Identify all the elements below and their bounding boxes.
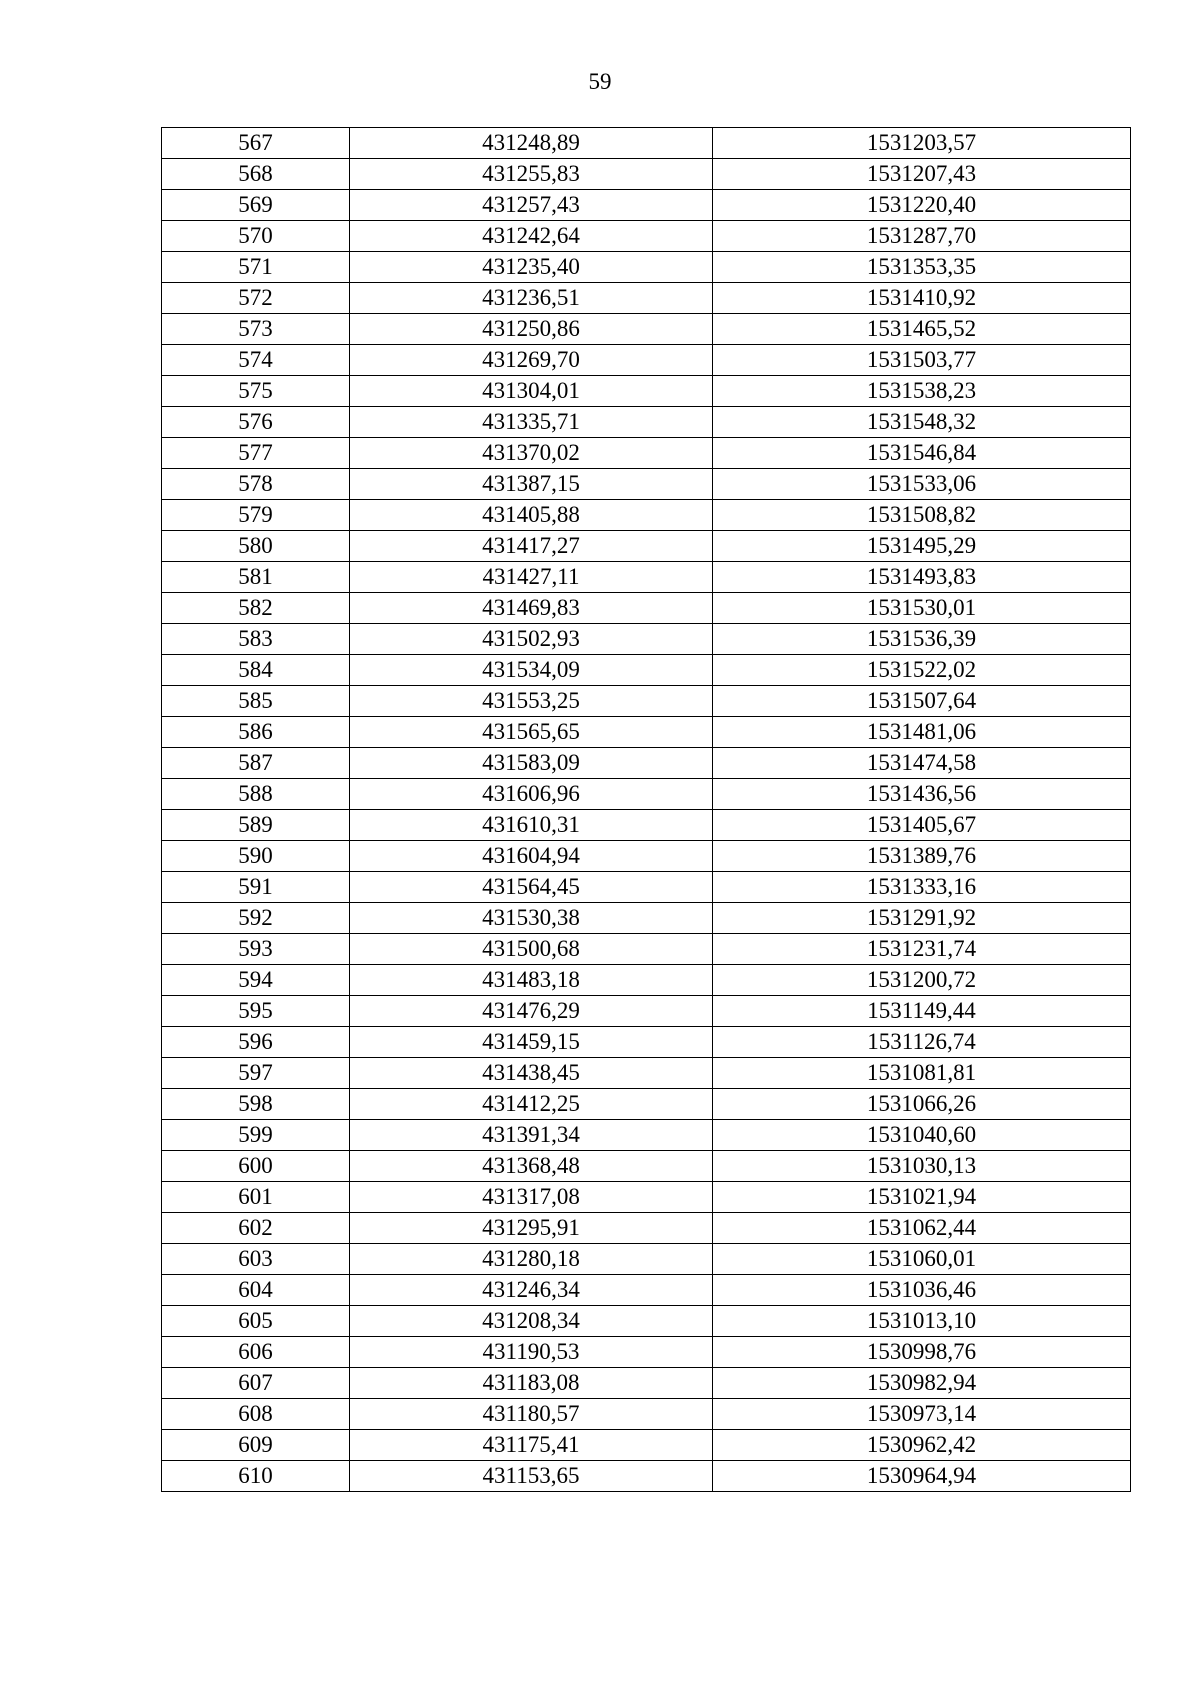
- point-number-cell: 573: [162, 314, 350, 345]
- point-number-cell: 574: [162, 345, 350, 376]
- y-coordinate-cell: 1531508,82: [713, 500, 1131, 531]
- x-coordinate-cell: 431530,38: [350, 903, 713, 934]
- x-coordinate-cell: 431483,18: [350, 965, 713, 996]
- y-coordinate-cell: 1531533,06: [713, 469, 1131, 500]
- point-number-cell: 601: [162, 1182, 350, 1213]
- table-row: [162, 717, 1131, 748]
- x-coordinate-cell: 431242,64: [350, 221, 713, 252]
- point-number-cell: 567: [162, 128, 350, 159]
- point-number-cell: 570: [162, 221, 350, 252]
- y-coordinate-cell: 1531036,46: [713, 1275, 1131, 1306]
- x-coordinate-cell: 431208,34: [350, 1306, 713, 1337]
- point-number-cell: 608: [162, 1399, 350, 1430]
- y-coordinate-cell: 1531410,92: [713, 283, 1131, 314]
- x-coordinate-cell: 431502,93: [350, 624, 713, 655]
- y-coordinate-cell: 1531013,10: [713, 1306, 1131, 1337]
- x-coordinate-cell: 431317,08: [350, 1182, 713, 1213]
- x-coordinate-cell: 431235,40: [350, 252, 713, 283]
- x-coordinate-cell: 431304,01: [350, 376, 713, 407]
- point-number-cell: 581: [162, 562, 350, 593]
- x-coordinate-cell: 431610,31: [350, 810, 713, 841]
- x-coordinate-cell: 431250,86: [350, 314, 713, 345]
- x-coordinate-cell: 431604,94: [350, 841, 713, 872]
- table-row: [162, 1399, 1131, 1430]
- x-coordinate-cell: 431335,71: [350, 407, 713, 438]
- table-row: [162, 1089, 1131, 1120]
- x-coordinate-cell: 431175,41: [350, 1430, 713, 1461]
- table-row: [162, 252, 1131, 283]
- y-coordinate-cell: 1531353,35: [713, 252, 1131, 283]
- x-coordinate-cell: 431405,88: [350, 500, 713, 531]
- x-coordinate-cell: 431583,09: [350, 748, 713, 779]
- table-row: [162, 686, 1131, 717]
- table-row: [162, 1244, 1131, 1275]
- x-coordinate-cell: 431368,48: [350, 1151, 713, 1182]
- point-number-cell: 588: [162, 779, 350, 810]
- table-row: [162, 779, 1131, 810]
- table-row: [162, 500, 1131, 531]
- point-number-cell: 602: [162, 1213, 350, 1244]
- point-number-cell: 605: [162, 1306, 350, 1337]
- x-coordinate-cell: 431183,08: [350, 1368, 713, 1399]
- point-number-cell: 571: [162, 252, 350, 283]
- x-coordinate-cell: 431280,18: [350, 1244, 713, 1275]
- y-coordinate-cell: 1531126,74: [713, 1027, 1131, 1058]
- y-coordinate-cell: 1531231,74: [713, 934, 1131, 965]
- y-coordinate-cell: 1531536,39: [713, 624, 1131, 655]
- point-number-cell: 579: [162, 500, 350, 531]
- x-coordinate-cell: 431417,27: [350, 531, 713, 562]
- point-number-cell: 592: [162, 903, 350, 934]
- point-number-cell: 595: [162, 996, 350, 1027]
- table-row: [162, 1182, 1131, 1213]
- x-coordinate-cell: 431438,45: [350, 1058, 713, 1089]
- y-coordinate-cell: 1531200,72: [713, 965, 1131, 996]
- y-coordinate-cell: 1531066,26: [713, 1089, 1131, 1120]
- x-coordinate-cell: 431190,53: [350, 1337, 713, 1368]
- y-coordinate-cell: 1530982,94: [713, 1368, 1131, 1399]
- x-coordinate-cell: 431476,29: [350, 996, 713, 1027]
- table-row: [162, 1213, 1131, 1244]
- point-number-cell: 587: [162, 748, 350, 779]
- point-number-cell: 590: [162, 841, 350, 872]
- table-row: [162, 562, 1131, 593]
- table-row: [162, 438, 1131, 469]
- table-row: [162, 996, 1131, 1027]
- x-coordinate-cell: 431564,45: [350, 872, 713, 903]
- table-row: [162, 128, 1131, 159]
- x-coordinate-cell: 431459,15: [350, 1027, 713, 1058]
- point-number-cell: 609: [162, 1430, 350, 1461]
- point-number-cell: 585: [162, 686, 350, 717]
- table-row: [162, 810, 1131, 841]
- table-row: [162, 376, 1131, 407]
- y-coordinate-cell: 1531062,44: [713, 1213, 1131, 1244]
- table-row: [162, 221, 1131, 252]
- x-coordinate-cell: 431248,89: [350, 128, 713, 159]
- x-coordinate-cell: 431257,43: [350, 190, 713, 221]
- table-row: [162, 593, 1131, 624]
- coordinates-table: [161, 127, 1131, 1492]
- y-coordinate-cell: 1531507,64: [713, 686, 1131, 717]
- table-row: [162, 159, 1131, 190]
- y-coordinate-cell: 1531040,60: [713, 1120, 1131, 1151]
- table-row: [162, 345, 1131, 376]
- table-row: [162, 1368, 1131, 1399]
- y-coordinate-cell: 1531291,92: [713, 903, 1131, 934]
- y-coordinate-cell: 1531503,77: [713, 345, 1131, 376]
- x-coordinate-cell: 431153,65: [350, 1461, 713, 1492]
- x-coordinate-cell: 431246,34: [350, 1275, 713, 1306]
- table-row: [162, 314, 1131, 345]
- x-coordinate-cell: 431236,51: [350, 283, 713, 314]
- table-row: [162, 1120, 1131, 1151]
- table-row: [162, 872, 1131, 903]
- y-coordinate-cell: 1531481,06: [713, 717, 1131, 748]
- y-coordinate-cell: 1531522,02: [713, 655, 1131, 686]
- y-coordinate-cell: 1531203,57: [713, 128, 1131, 159]
- table-row: [162, 1461, 1131, 1492]
- table-row: [162, 531, 1131, 562]
- y-coordinate-cell: 1531081,81: [713, 1058, 1131, 1089]
- point-number-cell: 604: [162, 1275, 350, 1306]
- x-coordinate-cell: 431500,68: [350, 934, 713, 965]
- point-number-cell: 596: [162, 1027, 350, 1058]
- point-number-cell: 580: [162, 531, 350, 562]
- table-row: [162, 655, 1131, 686]
- table-row: [162, 407, 1131, 438]
- table-row: [162, 1058, 1131, 1089]
- point-number-cell: 578: [162, 469, 350, 500]
- table-row: [162, 748, 1131, 779]
- x-coordinate-cell: 431387,15: [350, 469, 713, 500]
- x-coordinate-cell: 431255,83: [350, 159, 713, 190]
- point-number-cell: 583: [162, 624, 350, 655]
- point-number-cell: 593: [162, 934, 350, 965]
- y-coordinate-cell: 1531207,43: [713, 159, 1131, 190]
- table-row: [162, 1430, 1131, 1461]
- point-number-cell: 607: [162, 1368, 350, 1399]
- y-coordinate-cell: 1531548,32: [713, 407, 1131, 438]
- point-number-cell: 598: [162, 1089, 350, 1120]
- point-number-cell: 584: [162, 655, 350, 686]
- point-number-cell: 569: [162, 190, 350, 221]
- x-coordinate-cell: 431553,25: [350, 686, 713, 717]
- table-row: [162, 283, 1131, 314]
- x-coordinate-cell: 431427,11: [350, 562, 713, 593]
- table-row: [162, 1151, 1131, 1182]
- y-coordinate-cell: 1531465,52: [713, 314, 1131, 345]
- y-coordinate-cell: 1531546,84: [713, 438, 1131, 469]
- point-number-cell: 610: [162, 1461, 350, 1492]
- y-coordinate-cell: 1531405,67: [713, 810, 1131, 841]
- x-coordinate-cell: 431534,09: [350, 655, 713, 686]
- y-coordinate-cell: 1531495,29: [713, 531, 1131, 562]
- x-coordinate-cell: 431469,83: [350, 593, 713, 624]
- y-coordinate-cell: 1530998,76: [713, 1337, 1131, 1368]
- table-row: [162, 190, 1131, 221]
- point-number-cell: 568: [162, 159, 350, 190]
- point-number-cell: 577: [162, 438, 350, 469]
- table-row: [162, 841, 1131, 872]
- y-coordinate-cell: 1531493,83: [713, 562, 1131, 593]
- point-number-cell: 599: [162, 1120, 350, 1151]
- y-coordinate-cell: 1531030,13: [713, 1151, 1131, 1182]
- y-coordinate-cell: 1531389,76: [713, 841, 1131, 872]
- point-number-cell: 572: [162, 283, 350, 314]
- point-number-cell: 591: [162, 872, 350, 903]
- x-coordinate-cell: 431180,57: [350, 1399, 713, 1430]
- y-coordinate-cell: 1530964,94: [713, 1461, 1131, 1492]
- x-coordinate-cell: 431269,70: [350, 345, 713, 376]
- x-coordinate-cell: 431606,96: [350, 779, 713, 810]
- table-row: [162, 469, 1131, 500]
- table-row: [162, 1027, 1131, 1058]
- y-coordinate-cell: 1531333,16: [713, 872, 1131, 903]
- y-coordinate-cell: 1531021,94: [713, 1182, 1131, 1213]
- point-number-cell: 582: [162, 593, 350, 624]
- y-coordinate-cell: 1531287,70: [713, 221, 1131, 252]
- y-coordinate-cell: 1530973,14: [713, 1399, 1131, 1430]
- x-coordinate-cell: 431412,25: [350, 1089, 713, 1120]
- table-row: [162, 965, 1131, 996]
- point-number-cell: 603: [162, 1244, 350, 1275]
- point-number-cell: 589: [162, 810, 350, 841]
- table-row: [162, 903, 1131, 934]
- table-row: [162, 1275, 1131, 1306]
- y-coordinate-cell: 1531474,58: [713, 748, 1131, 779]
- x-coordinate-cell: 431565,65: [350, 717, 713, 748]
- x-coordinate-cell: 431391,34: [350, 1120, 713, 1151]
- x-coordinate-cell: 431295,91: [350, 1213, 713, 1244]
- point-number-cell: 606: [162, 1337, 350, 1368]
- table-row: [162, 624, 1131, 655]
- y-coordinate-cell: 1531149,44: [713, 996, 1131, 1027]
- table-row: [162, 1337, 1131, 1368]
- point-number-cell: 600: [162, 1151, 350, 1182]
- y-coordinate-cell: 1531436,56: [713, 779, 1131, 810]
- point-number-cell: 594: [162, 965, 350, 996]
- table-row: [162, 934, 1131, 965]
- point-number-cell: 597: [162, 1058, 350, 1089]
- y-coordinate-cell: 1531530,01: [713, 593, 1131, 624]
- point-number-cell: 576: [162, 407, 350, 438]
- table-row: [162, 1306, 1131, 1337]
- y-coordinate-cell: 1531220,40: [713, 190, 1131, 221]
- coordinates-table-body: [162, 128, 1131, 1492]
- point-number-cell: 575: [162, 376, 350, 407]
- point-number-cell: 586: [162, 717, 350, 748]
- y-coordinate-cell: 1530962,42: [713, 1430, 1131, 1461]
- y-coordinate-cell: 1531060,01: [713, 1244, 1131, 1275]
- y-coordinate-cell: 1531538,23: [713, 376, 1131, 407]
- x-coordinate-cell: 431370,02: [350, 438, 713, 469]
- page-number: 59: [588, 69, 612, 94]
